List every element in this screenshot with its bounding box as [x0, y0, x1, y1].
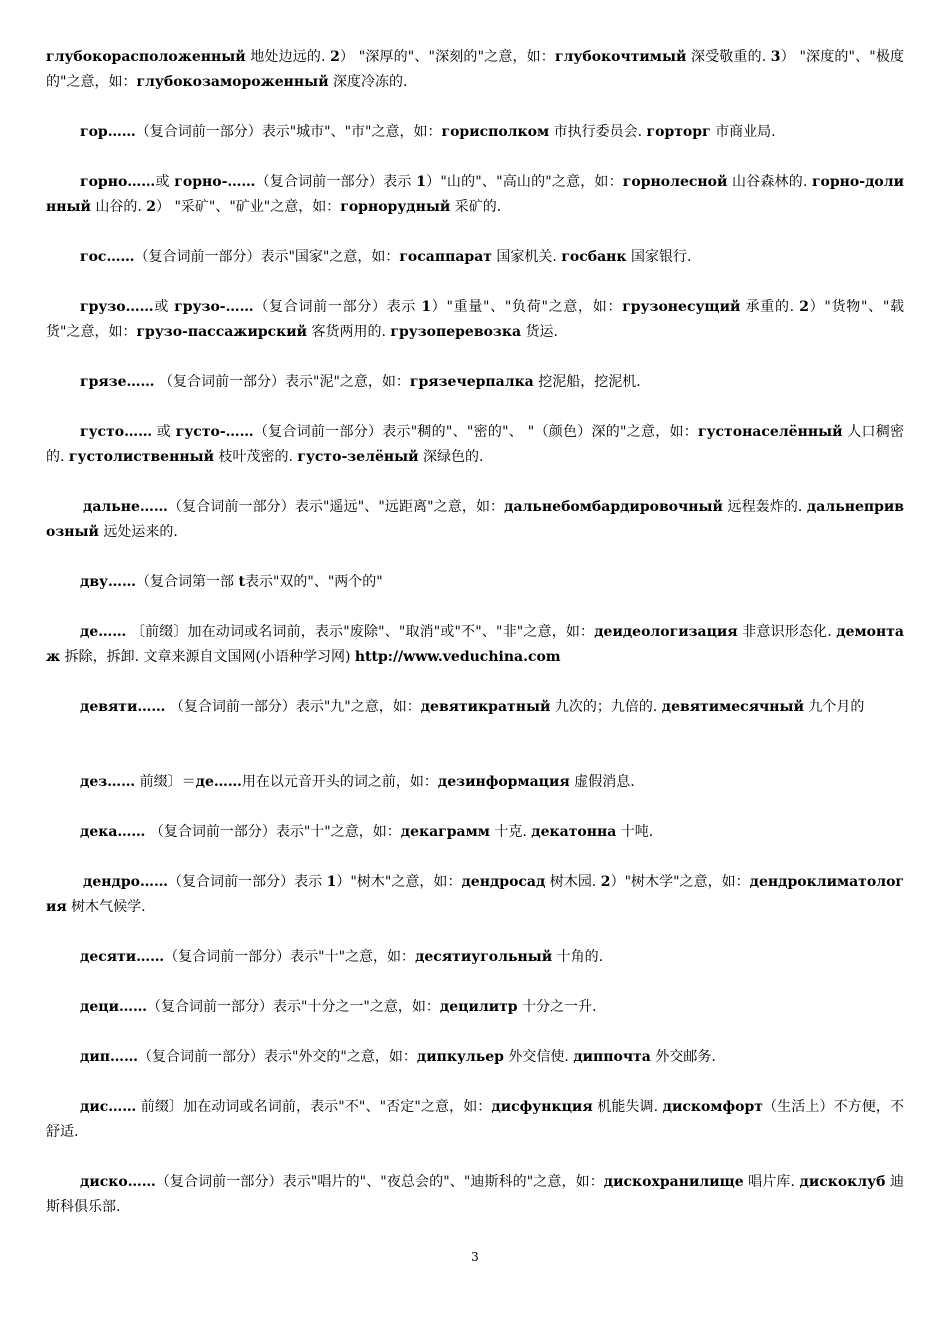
- headword-text: дискоклуб: [799, 1174, 886, 1190]
- headword-text: девятикратный: [420, 699, 551, 715]
- headword-text: грузо……: [80, 299, 154, 315]
- entry-text: 或: [155, 174, 175, 190]
- entry-text: ）"货物"、"载货"之意，如：: [46, 299, 905, 340]
- entry-text: ）"树木学"之意，如：: [610, 874, 750, 890]
- headword-text: глубокозамороженный: [136, 73, 329, 90]
- entry-text: 或: [152, 424, 176, 440]
- headword-text: грузо-……: [174, 299, 254, 315]
- entry-text: 国家银行.: [626, 249, 692, 265]
- entry-text: 树木气候学.: [66, 898, 146, 915]
- entry-text: ）"重量"、"负荷"之意，如：: [431, 299, 623, 315]
- headword-text: дальнебомбардировочный: [504, 499, 723, 515]
- entry-text: （复合词前一部分）表示: [253, 299, 422, 315]
- headword-text: грузо-пассажирский: [136, 323, 308, 340]
- headword-text: дисфункция: [491, 1099, 593, 1115]
- dictionary-entry: [46, 820, 904, 845]
- headword-text: грязечерпалка: [409, 374, 534, 390]
- entry-text: （复合词前一部分）表示"国家"之意，如：: [134, 249, 400, 265]
- dictionary-entry: [46, 620, 904, 669]
- headword-text: густо-зелёный: [297, 448, 419, 465]
- entry-text: 人口稠密的.: [46, 424, 904, 465]
- entry-text: 表示"双的"、"两个的": [244, 574, 383, 590]
- entry-text: 外交信使.: [503, 1049, 574, 1065]
- page-number: 3: [471, 1250, 479, 1264]
- dictionary-entry: [46, 870, 904, 919]
- entry-text: 十分之一升.: [517, 999, 597, 1015]
- headword-text: дис……: [80, 1099, 137, 1115]
- entry-text: （复合词前一部分）表示"泥"之意，如：: [154, 374, 410, 390]
- entry-text: 货运.: [521, 323, 558, 340]
- entry-text: 用在以元音开头的词之前，如：: [241, 774, 438, 790]
- headword-text: дендроклиматология: [46, 874, 904, 915]
- entry-text: 前缀〕加在动词或名词前，表示"不"、"否定"之意，如：: [136, 1099, 492, 1115]
- headword-text: гор……: [80, 124, 136, 140]
- dictionary-entry: [46, 1045, 904, 1070]
- entry-text: 唱片库.: [743, 1174, 800, 1190]
- headword-text: густолиственный: [68, 448, 214, 465]
- headword-text: дальне……: [83, 499, 168, 515]
- headword-text: дез……: [80, 774, 136, 790]
- entry-text: 深度冷冻的.: [328, 73, 408, 90]
- headword-text: глубокочтимый: [554, 49, 687, 65]
- entry-text: 挖泥船，挖泥机.: [533, 374, 641, 390]
- headword-text: густонаселённый: [697, 424, 843, 440]
- entry-text: 市执行委员会.: [549, 124, 647, 140]
- headword-text: глубокорасположенный: [46, 49, 246, 65]
- entry-text: （复合词前一部分）表示"九"之意，如：: [165, 699, 421, 715]
- entry-text: （复合词前一部分）表示"外交的"之意，如：: [137, 1049, 417, 1065]
- entry-text: 地处边远的.: [245, 49, 331, 65]
- headword-text: 2: [799, 299, 810, 315]
- headword-text: 2: [600, 874, 611, 890]
- headword-text: девятимесячный: [661, 699, 804, 715]
- entry-text: 九个月的: [803, 699, 865, 715]
- dictionary-entry: [46, 120, 904, 145]
- headword-text: де……: [195, 774, 242, 790]
- headword-text: дендро……: [83, 874, 168, 890]
- entry-text: ）"山的"、"高山的"之意，如：: [425, 174, 623, 190]
- entry-text: 十克.: [489, 824, 532, 840]
- entry-text: 小语种学习网: [260, 648, 345, 665]
- headword-text: демонтаж: [46, 624, 904, 665]
- entry-text: 外交邮务.: [650, 1049, 716, 1065]
- entry-text: 机能失调.: [592, 1099, 663, 1115]
- headword-text: дип……: [80, 1049, 138, 1065]
- headword-text: диско……: [80, 1174, 156, 1190]
- headword-text: диппочта: [573, 1049, 651, 1065]
- dictionary-entry: [46, 770, 904, 795]
- headword-text: горно……: [80, 174, 156, 190]
- headword-text: дальнепривозный: [46, 499, 904, 540]
- headword-text: http://www.veduchina.com: [354, 648, 561, 665]
- entry-text: 或: [153, 299, 175, 315]
- headword-text: децилитр: [439, 999, 518, 1015]
- entry-text: ): [344, 648, 355, 665]
- entry-text: 迪斯科俱乐部.: [46, 1174, 905, 1215]
- headword-text: t: [238, 574, 245, 590]
- headword-text: декаграмм: [400, 824, 490, 840]
- entry-text: 客货两用的.: [307, 323, 391, 340]
- dictionary-entry: [46, 570, 904, 595]
- headword-text: госбанк: [561, 249, 627, 265]
- entry-text: （复合词前一部分）表示: [255, 174, 417, 190]
- headword-text: горнорудный: [340, 198, 451, 215]
- headword-text: грузонесущий: [622, 299, 741, 315]
- headword-text: густо-……: [175, 424, 254, 440]
- headword-text: горисполком: [441, 124, 550, 140]
- headword-text: горнолесной: [622, 174, 728, 190]
- headword-text: дезинформация: [437, 774, 570, 790]
- headword-text: 3: [770, 49, 781, 65]
- headword-text: дека……: [80, 824, 146, 840]
- headword-text: дипкульер: [416, 1049, 504, 1065]
- entry-text: 远处运来的.: [98, 523, 178, 540]
- entry-text: 国家机关.: [491, 249, 562, 265]
- entry-text: 山谷森林的.: [727, 174, 812, 190]
- entry-text: 十角的.: [552, 949, 604, 965]
- headword-text: горторг: [646, 124, 711, 140]
- headword-text: грязе……: [80, 374, 155, 390]
- dictionary-entry: [46, 245, 904, 270]
- entry-text: 九次的；九倍的.: [550, 699, 662, 715]
- entry-text: 枝叶茂密的.: [214, 448, 298, 465]
- entry-text: 山谷的.: [90, 198, 147, 215]
- headword-text: десятиугольный: [415, 949, 553, 965]
- dictionary-entry: [46, 295, 904, 344]
- entry-text: ） "采矿"、"矿业"之意，如：: [156, 198, 341, 215]
- entry-text: （复合词前一部分）表示"唱片的"、"夜总会的"、"迪斯科的"之意，如：: [155, 1174, 604, 1190]
- entry-text: ）"树木"之意，如：: [336, 874, 462, 890]
- entry-text: 拆除，拆卸. 文章来源自文国网(: [60, 648, 261, 665]
- headword-text: дискомфорт: [662, 1099, 763, 1115]
- entry-text: （复合词前一部分）表示"十"之意，如：: [164, 949, 416, 965]
- dictionary-entry: [46, 1095, 904, 1144]
- headword-text: 1: [421, 299, 432, 315]
- entry-text: （复合词第一部: [136, 574, 239, 590]
- headword-text: дискохранилище: [603, 1174, 744, 1190]
- headword-text: 1: [326, 874, 337, 890]
- dictionary-entry: [46, 695, 904, 720]
- headword-text: грузоперевозка: [390, 323, 522, 340]
- entry-text: （复合词前一部分）表示"遥远"、"远距离"之意，如：: [167, 499, 505, 515]
- headword-text: дендросад: [461, 874, 546, 890]
- entry-text: ） "深度的"、"极度的"之意，如：: [46, 49, 904, 90]
- entry-text: 非意识形态化.: [737, 624, 837, 640]
- headword-text: декатонна: [531, 824, 617, 840]
- headword-text: де……: [80, 624, 127, 640]
- dictionary-entry: [46, 945, 904, 970]
- entry-text: （复合词前一部分）表示"城市"、"市"之意，如：: [135, 124, 442, 140]
- dictionary-entry: [46, 995, 904, 1020]
- entry-text: （复合词前一部分）表示"十"之意，如：: [145, 824, 401, 840]
- entry-text: 采矿的.: [450, 198, 502, 215]
- dictionary-entry: [46, 1170, 904, 1219]
- headword-text: 2: [146, 198, 157, 215]
- headword-text: 2: [330, 49, 340, 65]
- headword-text: горно-долинный: [46, 174, 904, 215]
- headword-text: горно-……: [174, 174, 256, 190]
- dictionary-entry: [46, 420, 904, 469]
- entry-text: （复合词前一部分）表示"稠的"、"密的"、 "（颜色）深的"之意，如：: [253, 424, 698, 440]
- headword-text: десяти……: [80, 949, 165, 965]
- entry-text: （生活上）不方便，不舒适.: [46, 1099, 904, 1140]
- headword-text: деци……: [80, 999, 147, 1015]
- entry-text: 远程轰炸的.: [722, 499, 807, 515]
- entry-text: 深绿色的.: [418, 448, 484, 465]
- headword-text: 1: [416, 174, 426, 190]
- headword-text: деидеологизация: [594, 624, 738, 640]
- entry-text: ） "深厚的"、"深刻的"之意，如：: [339, 49, 555, 65]
- dictionary-entry: [46, 370, 904, 395]
- entry-text: 〔前缀〕加在动词或名词前，表示"废除"、"取消"或"不"、"非"之意，如：: [126, 624, 595, 640]
- entry-text: 十吨.: [616, 824, 654, 840]
- entry-text: 市商业局.: [710, 124, 776, 140]
- entry-text: （复合词前一部分）表示: [167, 874, 327, 890]
- entry-text: 深受敬重的.: [686, 49, 771, 65]
- headword-text: госаппарат: [399, 249, 492, 265]
- entry-text: （复合词前一部分）表示"十分之一"之意，如：: [146, 999, 440, 1015]
- headword-text: девяти……: [80, 699, 166, 715]
- headword-text: дву……: [80, 574, 137, 590]
- entry-text: 承重的.: [740, 299, 800, 315]
- entry-text: 虚假消息.: [569, 774, 635, 790]
- entry-text: 树木园.: [545, 874, 601, 890]
- dictionary-entry: [46, 45, 904, 94]
- entry-text: 前缀〕＝: [135, 774, 196, 790]
- dictionary-entry: [46, 495, 904, 544]
- headword-text: гос……: [80, 249, 135, 265]
- dictionary-entry: [46, 170, 904, 219]
- headword-text: густо……: [80, 424, 153, 440]
